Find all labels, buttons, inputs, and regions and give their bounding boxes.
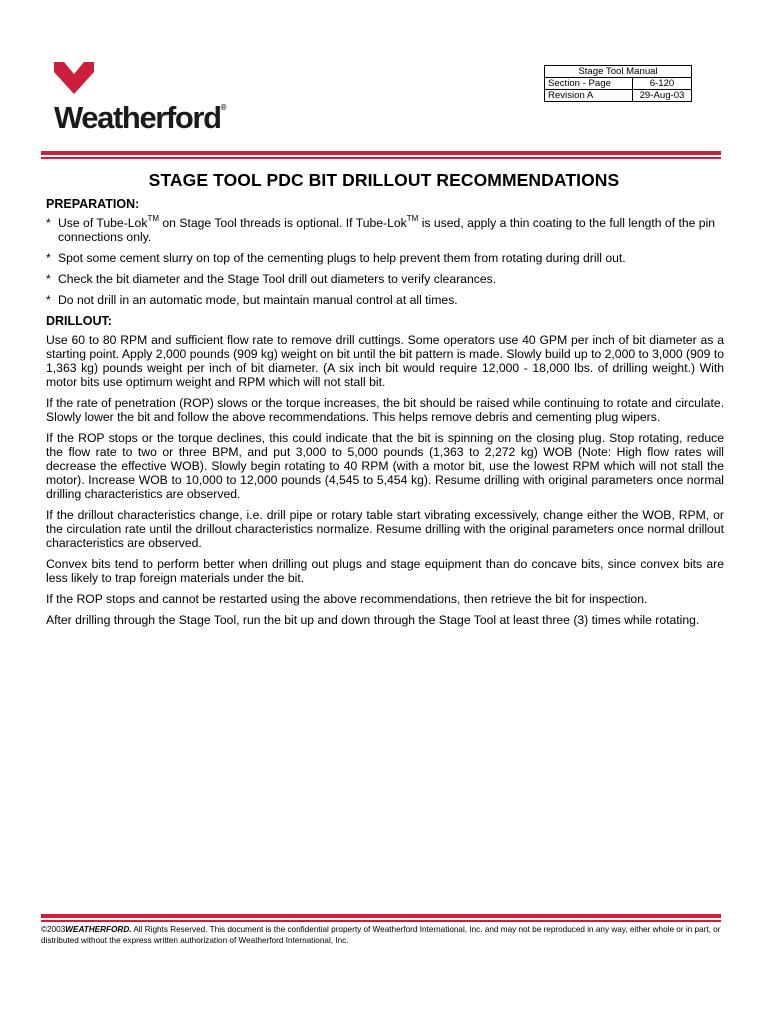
trademark-mark: TM xyxy=(406,213,419,223)
preparation-bullet: * Spot some cement slurry on top of the cementing plugs to help prevent them from rotating during drill out. xyxy=(46,251,626,265)
preparation-heading: PREPARATION: xyxy=(46,197,140,211)
info-row-revision xyxy=(545,90,692,102)
info-row-manual xyxy=(545,66,692,78)
document-info-table xyxy=(544,65,692,102)
copyright-footer xyxy=(41,925,733,946)
drillout-paragraph: Use 60 to 80 RPM and sufficient flow rate to remove drill cuttings. Some operators use 40 GPM per inch of bit diameter as a starting point. Apply 2,000 pounds (909 kg) weight on bit until the bit pattern is made. Slowly build up to 2,000 to 3,000 (909 to 1,363 kg) pounds weight per inch of bit diameter. (A six inch bit would require 12,000 - 18,000 lbs. of drilling weight.) With motor bits use optimum weight and RPM which will not stall bit. xyxy=(46,333,724,389)
header-divider xyxy=(41,151,721,159)
footer-brand: WEATHERFORD. xyxy=(65,925,132,934)
bullet-marker: * xyxy=(46,251,51,265)
drillout-paragraph: If the ROP stops or the torque declines, this could indicate that the bit is spinning on the closing plug. Stop rotating, reduce the flow rate to two or three BPM, and put 3,000 to 5,000 pounds (1,363 to 2,272 kg) WOB (Note: High flow rates will decrease the effective WOB). Slowly begin rotating to 40 RPM (with a motor bit, use the lowest RPM which will not stall the motor). Increase WOB to 10,000 to 12,000 pounds (4,545 to 5,454 kg). Resume drilling with original parameters once normal drilling characteristics are observed. xyxy=(46,431,724,501)
drillout-paragraph: If the rate of penetration (ROP) slows or the torque increases, the bit should be raised while continuing to rotate and circulate. Slowly lower the bit and follow the above recommendations. This helps remove debris and cementing plug wipers. xyxy=(46,396,724,424)
registered-mark: ® xyxy=(220,103,227,112)
preparation-bullet: * Check the bit diameter and the Stage Tool drill out diameters to verify clearances. xyxy=(46,272,497,286)
brand-name: Weatherford xyxy=(54,100,221,135)
drillout-paragraph: Convex bits tend to perform better when drilling out plugs and stage equipment than do concave bits, since convex bits are less likely to trap foreign materials under the bit. xyxy=(46,557,724,585)
company-logo xyxy=(54,62,234,142)
footer-divider xyxy=(41,914,721,922)
section-page-label: Section - Page xyxy=(545,78,633,90)
bullet-marker: * xyxy=(46,293,51,307)
footer-legal-text: All Rights Reserved. This document is the confidential property of Weatherford International, Inc. and may not be reproduced in any way, either whole or in part, or distributed without the express written authorization of Weatherford International, Inc. xyxy=(41,925,721,945)
document-title: STAGE TOOL PDC BIT DRILLOUT RECOMMENDATIONS xyxy=(148,170,620,190)
preparation-bullet: * Use of Tube-Lok™ on Stage Tool threads is optional. If Tube-Lok™ is used, apply a thin coating to the full length of the pin connections only. xyxy=(46,213,716,244)
preparation-bullet: * Do not drill in an automatic mode, but maintain manual control at all times. xyxy=(46,293,458,307)
logo-wordmark xyxy=(54,100,227,136)
info-row-section xyxy=(545,78,692,90)
bullet-marker: * xyxy=(46,216,51,230)
drillout-paragraph: If the drillout characteristics change, i.e. drill pipe or rotary table start vibrating excessively, change either the WOB, RPM, or the circulation rate until the drillout characteristics normalize. Resume drilling with the original parameters once normal drillout characteristics are observed. xyxy=(46,508,724,550)
document-body xyxy=(46,197,724,634)
revision-date: 29-Aug-03 xyxy=(633,90,692,102)
revision-label: Revision A xyxy=(545,90,633,102)
drillout-paragraph: If the ROP stops and cannot be restarted using the above recommendations, then retrieve the bit for inspection. xyxy=(46,592,648,606)
manual-title: Stage Tool Manual xyxy=(545,66,692,78)
drillout-heading: DRILLOUT: xyxy=(46,314,112,328)
copyright-symbol: ©2003 xyxy=(41,925,66,934)
trademark-mark: TM xyxy=(147,213,159,223)
weatherford-w-icon xyxy=(54,62,94,94)
bullet-marker: * xyxy=(46,272,51,286)
drillout-paragraph: After drilling through the Stage Tool, run the bit up and down through the Stage Tool at least three (3) times while rotating. xyxy=(46,613,700,627)
section-page-value: 6-120 xyxy=(633,78,692,90)
